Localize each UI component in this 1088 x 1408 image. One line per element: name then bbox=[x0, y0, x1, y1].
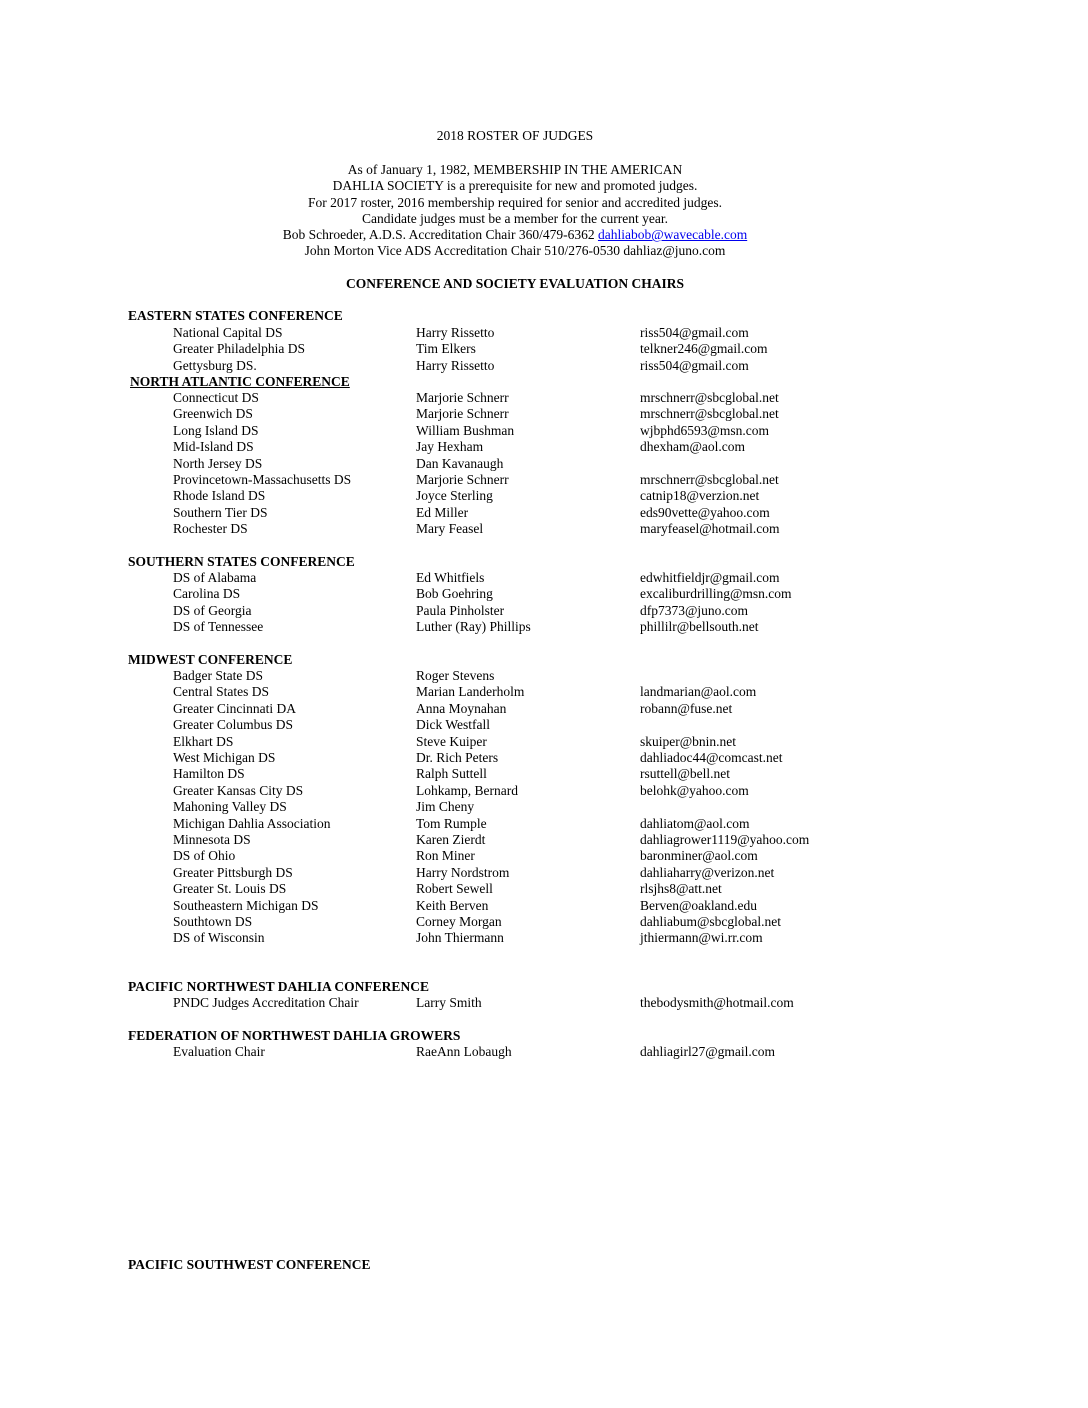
email-address: eds90vette@yahoo.com bbox=[640, 504, 770, 520]
chair-name: Tom Rumple bbox=[416, 815, 487, 831]
email-address: dahliadoc44@comcast.net bbox=[640, 750, 783, 765]
chair-name: Marian Landerholm bbox=[416, 684, 525, 700]
chair-name: Joyce Sterling bbox=[416, 488, 493, 504]
society-name: Michigan Dahlia Association bbox=[173, 815, 331, 831]
roster-row bbox=[0, 766, 1088, 782]
roster-row bbox=[0, 930, 1088, 946]
chair-name: Dan Kavanaugh bbox=[416, 455, 504, 471]
chair-name: Ed Miller bbox=[416, 504, 469, 520]
email-address: dfp7373@juno.com bbox=[640, 602, 749, 618]
roster-row bbox=[0, 832, 1088, 848]
roster-row bbox=[0, 848, 1088, 864]
chair-name: Mary Feasel bbox=[416, 521, 484, 537]
roster-row bbox=[0, 521, 1088, 537]
email-address: edwhitfieldjr@gmail.com bbox=[640, 570, 780, 585]
email-address: riss504@gmail.com bbox=[640, 325, 749, 340]
roster-row bbox=[0, 816, 1088, 832]
chair-name: Paula Pinholster bbox=[416, 602, 505, 618]
society-name: Rhode Island DS bbox=[173, 488, 266, 504]
roster-row bbox=[0, 586, 1088, 602]
roster-row bbox=[0, 1044, 1088, 1060]
email-address: dahliagrower1119@yahoo.com bbox=[640, 832, 810, 847]
email-address: dahliagirl27@gmail.com bbox=[640, 1044, 776, 1059]
society-name: Greater Kansas City DS bbox=[173, 782, 304, 798]
email-address: phillilr@bellsouth.net bbox=[640, 619, 759, 635]
society-name: National Capital DS bbox=[173, 325, 283, 340]
accreditation-chair-email-link[interactable]: dahliabob@wavecable.com bbox=[597, 227, 748, 243]
email-address: Berven@oakland.edu bbox=[640, 897, 758, 913]
conference-heading-federation: FEDERATION OF NORTHWEST DAHLIA GROWERS bbox=[128, 1028, 461, 1043]
document-title: 2018 ROSTER OF JUDGES bbox=[436, 128, 594, 143]
chair-name: Corney Morgan bbox=[416, 914, 502, 929]
email-address: dahliabum@sbcglobal.net bbox=[640, 914, 782, 929]
society-name: Greater St. Louis DS bbox=[173, 881, 287, 897]
chair-name: William Bushman bbox=[416, 422, 515, 438]
roster-row bbox=[0, 439, 1088, 455]
chair-name: Anna Moynahan bbox=[416, 700, 507, 716]
chair-name: Bob Goehring bbox=[416, 586, 493, 602]
roster-row bbox=[0, 734, 1088, 750]
chair-name: Larry Smith bbox=[416, 995, 482, 1010]
society-name: DS of Ohio bbox=[173, 848, 236, 864]
email-address: mrschnerr@sbcglobal.net bbox=[640, 406, 779, 422]
chair-name: Roger Stevens bbox=[416, 668, 495, 683]
email-address: mrschnerr@sbcglobal.net bbox=[640, 390, 779, 405]
email-address: jthiermann@wi.rr.com bbox=[640, 930, 763, 946]
roster-row bbox=[0, 456, 1088, 472]
chair-name: RaeAnn Lobaugh bbox=[416, 1044, 512, 1059]
roster-row bbox=[0, 358, 1088, 374]
email-address: dahliatom@aol.com bbox=[640, 815, 750, 831]
society-name: DS of Tennessee bbox=[173, 619, 264, 635]
society-name: Evaluation Chair bbox=[173, 1044, 265, 1059]
chair-name: John Thiermann bbox=[416, 930, 504, 946]
chair-name: Harry Nordstrom bbox=[416, 864, 510, 880]
accreditation-chair-text: Bob Schroeder, A.D.S. Accreditation Chair 360/479-6362 bbox=[282, 227, 595, 243]
society-name: Connecticut DS bbox=[173, 390, 259, 405]
society-name: North Jersey DS bbox=[173, 455, 263, 471]
chair-name: Jay Hexham bbox=[416, 439, 484, 455]
society-name: Hamilton DS bbox=[173, 766, 245, 782]
email-address: skuiper@bnin.net bbox=[640, 733, 737, 749]
vice-chair-line: John Morton Vice ADS Accreditation Chair 510/276-0530 dahliaz@juno.com bbox=[304, 243, 726, 259]
conference-heading-north-atlantic: NORTH ATLANTIC CONFERENCE bbox=[130, 374, 350, 389]
intro-block bbox=[0, 162, 1030, 260]
email-address: wjbphd6593@msn.com bbox=[640, 422, 770, 438]
roster-row bbox=[0, 488, 1088, 504]
society-name: Greater Pittsburgh DS bbox=[173, 864, 293, 880]
chair-name: Marjorie Schnerr bbox=[416, 390, 509, 405]
email-address: dahliaharry@verizon.net bbox=[640, 864, 775, 880]
roster-row bbox=[0, 717, 1088, 733]
roster-row bbox=[0, 898, 1088, 914]
section-heading: CONFERENCE AND SOCIETY EVALUATION CHAIRS bbox=[345, 276, 685, 291]
chair-name: Marjorie Schnerr bbox=[416, 472, 509, 487]
roster-row bbox=[0, 914, 1088, 930]
roster-row bbox=[0, 701, 1088, 717]
chair-name: Ron Miner bbox=[416, 848, 475, 864]
roster-row bbox=[0, 684, 1088, 700]
email-address: belohk@yahoo.com bbox=[640, 782, 749, 798]
email-address: excaliburdrilling@msn.com bbox=[640, 586, 792, 602]
email-address: maryfeasel@hotmail.com bbox=[640, 521, 780, 537]
roster-row bbox=[0, 505, 1088, 521]
roster-row bbox=[0, 472, 1088, 488]
society-name: Mid-Island DS bbox=[173, 439, 254, 455]
chair-name: Karen Zierdt bbox=[416, 832, 486, 847]
society-name: Elkhart DS bbox=[173, 733, 234, 749]
email-address: baronminer@aol.com bbox=[640, 848, 758, 864]
society-name: Central States DS bbox=[173, 684, 269, 700]
chair-name: Jim Cheny bbox=[416, 799, 475, 815]
society-name: Greater Cincinnati DA bbox=[173, 700, 296, 716]
society-name: Rochester DS bbox=[173, 521, 248, 537]
roster-row bbox=[0, 390, 1088, 406]
chair-name: Marjorie Schnerr bbox=[416, 406, 509, 422]
roster-row bbox=[0, 783, 1088, 799]
society-name: DS of Wisconsin bbox=[173, 930, 265, 946]
email-address: dhexham@aol.com bbox=[640, 439, 746, 455]
intro-line: For 2017 roster, 2016 membership required for senior and accredited judges. bbox=[307, 194, 723, 210]
society-name: Southern Tier DS bbox=[173, 504, 268, 520]
chair-name: Harry Rissetto bbox=[416, 357, 495, 373]
roster-row bbox=[0, 423, 1088, 439]
email-address: landmarian@aol.com bbox=[640, 684, 757, 700]
society-name: Long Island DS bbox=[173, 422, 259, 438]
intro-line: DAHLIA SOCIETY is a prerequisite for new and promoted judges. bbox=[332, 178, 698, 194]
conference-heading-pacific-nw: PACIFIC NORTHWEST DAHLIA CONFERENCE bbox=[128, 979, 429, 994]
society-name: Gettysburg DS. bbox=[173, 357, 257, 373]
society-name: Carolina DS bbox=[173, 586, 241, 602]
conference-heading-pacific-sw: PACIFIC SOUTHWEST CONFERENCE bbox=[128, 1257, 371, 1272]
intro-line: As of January 1, 1982, MEMBERSHIP IN THE AMERICAN bbox=[347, 162, 683, 177]
chair-name: Steve Kuiper bbox=[416, 733, 487, 749]
chair-name: Robert Sewell bbox=[416, 881, 493, 897]
society-name: West Michigan DS bbox=[173, 750, 276, 765]
society-name: Greenwich DS bbox=[173, 406, 253, 422]
society-name: Greater Columbus DS bbox=[173, 717, 293, 733]
roster-row bbox=[0, 995, 1088, 1011]
society-name: Minnesota DS bbox=[173, 832, 251, 847]
conference-heading-midwest: MIDWEST CONFERENCE bbox=[128, 652, 293, 667]
society-name: PNDC Judges Accreditation Chair bbox=[173, 995, 359, 1010]
email-address: rsuttell@bell.net bbox=[640, 766, 731, 782]
roster-row bbox=[0, 750, 1088, 766]
chair-name: Ed Whitfiels bbox=[416, 570, 485, 585]
intro-line: Candidate judges must be a member for the current year. bbox=[362, 210, 668, 226]
chair-name: Luther (Ray) Phillips bbox=[416, 619, 531, 635]
conference-heading-southern: SOUTHERN STATES CONFERENCE bbox=[128, 554, 355, 569]
society-name: Badger State DS bbox=[173, 668, 263, 683]
email-address: telkner246@gmail.com bbox=[640, 341, 768, 357]
email-address: rlsjhs8@att.net bbox=[640, 881, 722, 897]
email-address: riss504@gmail.com bbox=[640, 357, 749, 373]
chair-name: Lohkamp, Bernard bbox=[416, 782, 518, 798]
chair-name: Dr. Rich Peters bbox=[416, 750, 499, 765]
chair-name: Keith Berven bbox=[416, 897, 489, 913]
chair-name: Tim Elkers bbox=[416, 341, 476, 357]
roster-row bbox=[0, 325, 1088, 341]
society-name: DS of Alabama bbox=[173, 570, 257, 585]
roster-row bbox=[0, 881, 1088, 897]
society-name: Greater Philadelphia DS bbox=[173, 341, 305, 357]
roster-row bbox=[0, 668, 1088, 684]
roster-row bbox=[0, 603, 1088, 619]
email-address: mrschnerr@sbcglobal.net bbox=[640, 472, 779, 487]
roster-row bbox=[0, 865, 1088, 881]
society-name: DS of Georgia bbox=[173, 602, 252, 618]
society-name: Southeastern Michigan DS bbox=[173, 897, 319, 913]
chair-name: Ralph Suttell bbox=[416, 766, 487, 782]
roster-row bbox=[0, 341, 1088, 357]
chair-name: Harry Rissetto bbox=[416, 325, 495, 340]
society-name: Provincetown-Massachusetts DS bbox=[173, 472, 352, 487]
chair-name: Dick Westfall bbox=[416, 717, 491, 733]
email-address: thebodysmith@hotmail.com bbox=[640, 995, 794, 1010]
email-address: robann@fuse.net bbox=[640, 700, 733, 716]
email-address: catnip18@verzion.net bbox=[640, 488, 760, 504]
roster-row bbox=[0, 570, 1088, 586]
conference-heading-eastern: EASTERN STATES CONFERENCE bbox=[128, 308, 343, 323]
society-name: Mahoning Valley DS bbox=[173, 799, 287, 815]
society-name: Southtown DS bbox=[173, 914, 253, 929]
accreditation-chair-line bbox=[0, 227, 1030, 243]
roster-row bbox=[0, 406, 1088, 422]
roster-row bbox=[0, 619, 1088, 635]
roster-row bbox=[0, 799, 1088, 815]
